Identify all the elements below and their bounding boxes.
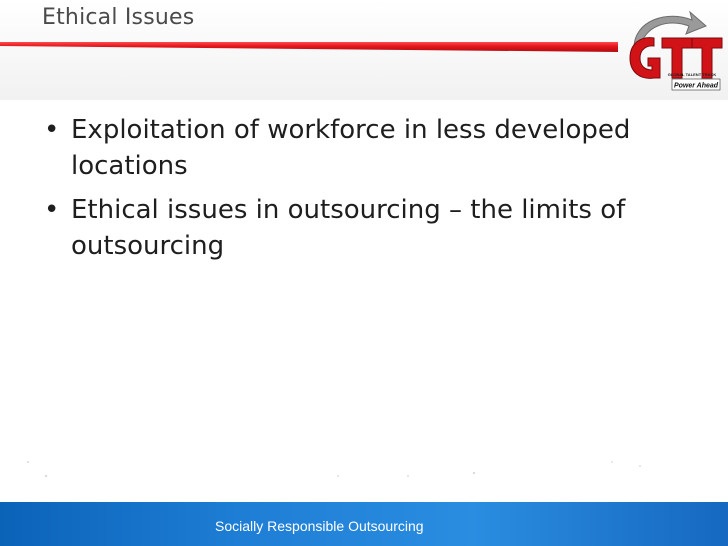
bullet-marker: • (44, 115, 60, 145)
bullet-item (44, 192, 684, 264)
bullet-item (44, 112, 684, 184)
footer-bar (0, 502, 728, 546)
logo-tagline-top: GLOBAL TALENT TRACK (667, 72, 717, 77)
gtt-logo (620, 8, 724, 92)
slide-title: Ethical Issues (42, 5, 195, 30)
bullet-text: Exploitation of workforce in less developed locations (71, 115, 631, 181)
bullet-text: Ethical issues in outsourcing – the limits of outsourcing (71, 195, 626, 261)
decorative-dots (0, 456, 728, 486)
bullet-marker: • (44, 195, 60, 225)
footer-text: Socially Responsible Outsourcing (215, 518, 424, 534)
bullet-list (44, 112, 684, 272)
logo-tagline-bottom: Power Ahead (673, 82, 719, 90)
